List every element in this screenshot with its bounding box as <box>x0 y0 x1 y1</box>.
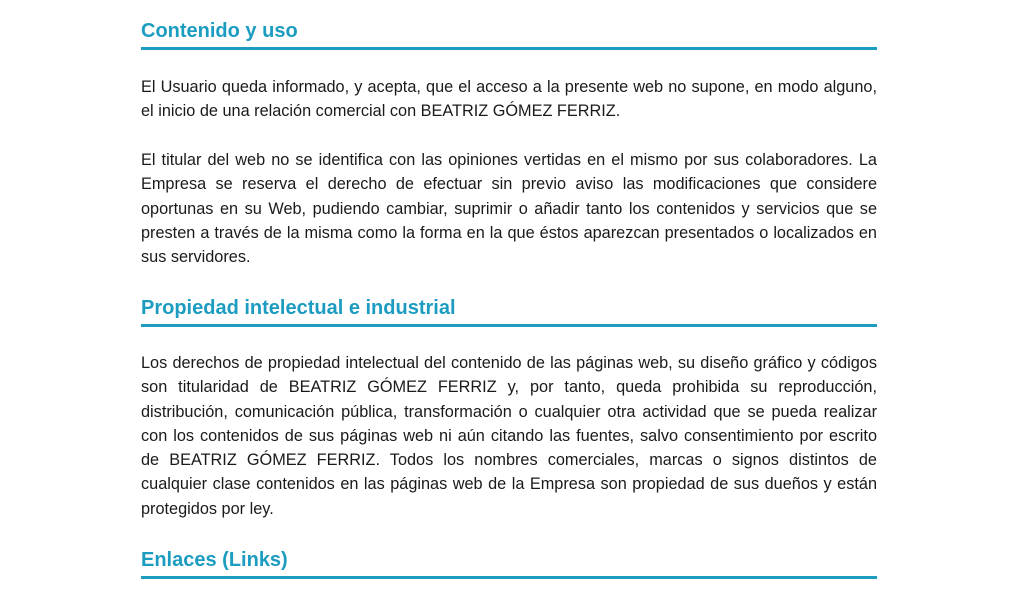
section-heading-propiedad-intelectual: Propiedad intelectual e industrial <box>141 296 877 327</box>
section-heading-enlaces: Enlaces (Links) <box>141 548 877 579</box>
paragraph-derechos-propiedad: Los derechos de propiedad intelectual del contenido de las páginas web, su diseño gráfico y códigos son titularidad de BEATRIZ GÓMEZ FERRIZ y, por tanto, queda prohibida su reproducción, distribución, comunicación pública, transformación o cualquier otra actividad que se pueda realizar con los contenidos de sus páginas web ni aún citando las fuentes, salvo consentimiento por escrito de BEATRIZ GÓMEZ FERRIZ. Todos los nombres comerciales, marcas o signos distintos de cualquier clase contenidos en las páginas web de la Empresa son propiedad de sus dueños y están protegidos por ley. <box>141 354 877 518</box>
paragraph-titular-web: El titular del web no se identifica con las opiniones vertidas en el mismo por sus colaboradores. La Empresa se reserva el derecho de efectuar sin previo aviso las modificaciones que considere oportunas en su Web, pudiendo cambiar, suprimir o añadir tanto los contenidos y servicios que se presten a través de la misma como la forma en la que éstos aparezcan presentados o localizados en sus servidores. <box>141 151 877 267</box>
section-heading-contenido-y-uso: Contenido y uso <box>141 19 877 50</box>
paragraph-acceso-web: El Usuario queda informado, y acepta, que el acceso a la presente web no supone, en modo alguno, el inicio de una relación comercial con BEATRIZ GÓMEZ FERRIZ. <box>141 78 877 121</box>
